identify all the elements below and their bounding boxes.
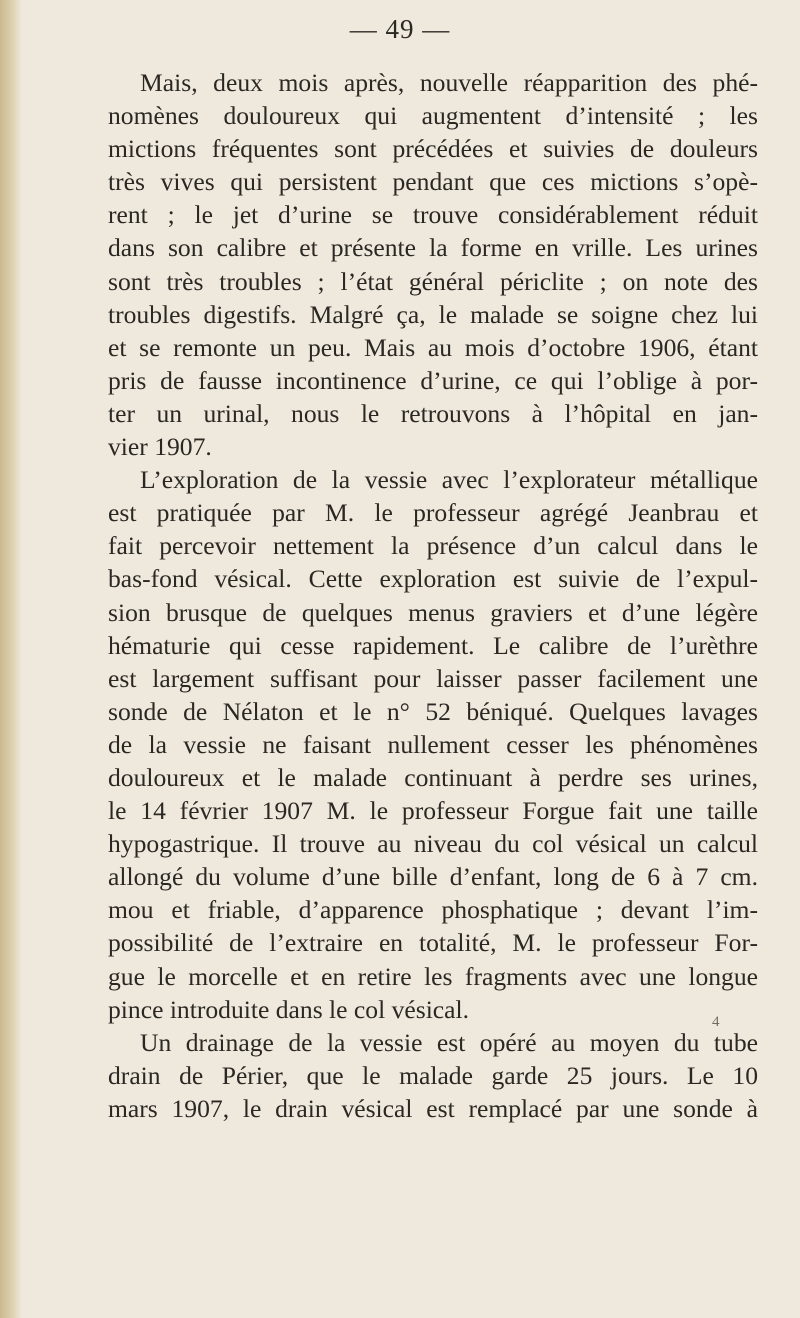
text-line: ter un urinal, nous le retrouvons à l’hôpital en jan- bbox=[108, 398, 758, 428]
text-line: hypogastrique. Il trouve au niveau du col vésical un calcul bbox=[108, 829, 758, 859]
text-line: hématurie qui cesse rapidement. Le calibre de l’urèthre bbox=[108, 630, 758, 660]
text-line: pince introduite dans le col vésical. bbox=[108, 994, 470, 1024]
text-line: Un drainage de la vessie est opéré au moyen du tube bbox=[140, 1027, 758, 1057]
text-line: et se remonte un peu. Mais au mois d’octobre 1906, étant bbox=[108, 332, 758, 362]
body-text bbox=[108, 66, 758, 1125]
text-line: sont très troubles ; l’état général périclite ; on note des bbox=[108, 266, 758, 296]
text-line: est largement suffisant pour laisser passer facilement une bbox=[108, 663, 758, 693]
text-line: drain de Périer, que le malade garde 25 jours. Le 10 bbox=[108, 1060, 758, 1090]
text-line: troubles digestifs. Malgré ça, le malade se soigne chez lui bbox=[108, 299, 758, 329]
page-binding-shadow bbox=[0, 0, 22, 1318]
text-line: rent ; le jet d’urine se trouve considérablement réduit bbox=[108, 200, 758, 230]
text-line: gue le morcelle et en retire les fragments avec une longue bbox=[108, 961, 758, 991]
text-line: fait percevoir nettement la présence d’un calcul dans le bbox=[108, 531, 758, 561]
text-line: dans son calibre et présente la forme en vrille. Les urines bbox=[108, 233, 758, 263]
text-line: mou et friable, d’apparence phosphatique ; devant l’im- bbox=[108, 895, 758, 925]
text-line: nomènes douloureux qui augmentent d’intensité ; les bbox=[108, 101, 758, 131]
text-line: sonde de Nélaton et le n° 52 béniqué. Quelques lavages bbox=[108, 696, 758, 726]
text-line: est pratiquée par M. le professeur agrégé Jeanbrau et bbox=[108, 498, 758, 528]
text-line: L’exploration de la vessie avec l’explorateur métallique bbox=[140, 465, 758, 495]
text-line: bas-fond vésical. Cette exploration est suivie de l’expul- bbox=[108, 564, 758, 594]
text-line: sion brusque de quelques menus graviers et d’une légère bbox=[108, 597, 758, 627]
page-number: — 49 — bbox=[349, 14, 451, 44]
text-line: vier 1907. bbox=[108, 432, 212, 462]
text-line: pris de fausse incontinence d’urine, ce qui l’oblige à por- bbox=[108, 365, 758, 395]
text-line: mictions fréquentes sont précédées et suivies de douleurs bbox=[108, 134, 758, 164]
text-line: mars 1907, le drain vésical est remplacé par une sonde à bbox=[108, 1093, 758, 1123]
text-line: très vives qui persistent pendant que ces mictions s’opè- bbox=[108, 167, 758, 197]
text-line: Mais, deux mois après, nouvelle réapparition des phé- bbox=[140, 68, 758, 97]
signature-mark: 4 bbox=[712, 1014, 720, 1030]
text-line: possibilité de l’extraire en totalité, M. le professeur For- bbox=[108, 928, 758, 958]
text-line: allongé du volume d’une bille d’enfant, long de 6 à 7 cm. bbox=[108, 862, 758, 892]
text-line: de la vessie ne faisant nullement cesser les phénomènes bbox=[108, 729, 758, 759]
text-line: le 14 février 1907 M. le professeur Forgue fait une taille bbox=[108, 796, 758, 826]
text-line: douloureux et le malade continuant à perdre ses urines, bbox=[108, 762, 758, 792]
